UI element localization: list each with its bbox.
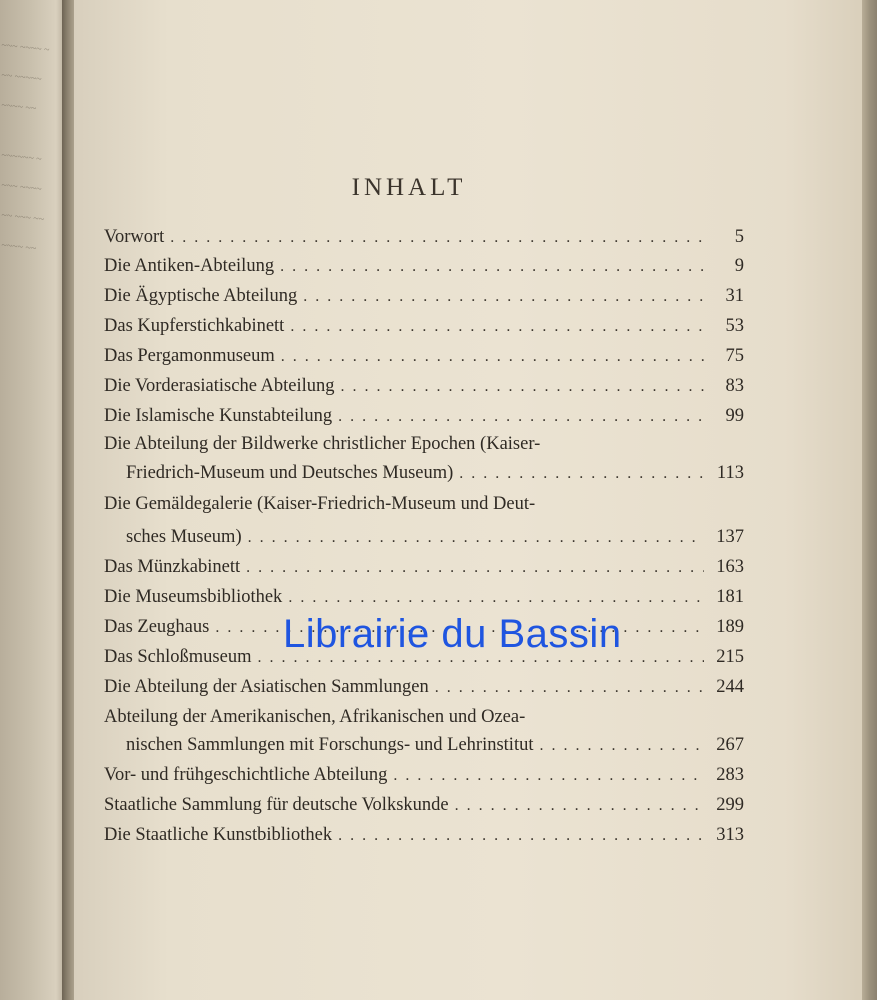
toc-entry-title: Die Ägyptische Abteilung — [104, 286, 298, 306]
toc-entry-title: Das Münzkabinett — [104, 557, 241, 577]
toc-entry-page: 75 — [725, 346, 744, 366]
leader-dots — [393, 767, 704, 785]
toc-entry-title: Die Antiken-Abteilung — [104, 256, 275, 276]
leader-dots — [246, 559, 704, 577]
leader-dots — [459, 465, 704, 483]
leader-dots — [280, 258, 704, 276]
toc-entry-page: 244 — [716, 677, 744, 697]
right-page-edge — [862, 0, 877, 1000]
toc-entry — [104, 434, 744, 460]
toc-entry — [104, 286, 744, 312]
toc-entry — [104, 346, 744, 372]
toc-entry — [104, 765, 744, 791]
bleed-through-text: ~~~~ ~~ — [0, 240, 37, 255]
toc-entry-title: Das Kupferstichkabinett — [104, 316, 285, 336]
toc-entry-page: 5 — [734, 227, 744, 247]
toc-entry-page: 83 — [725, 376, 744, 396]
toc-entry — [104, 406, 744, 432]
toc-entry — [104, 587, 744, 613]
toc-entry — [104, 227, 744, 253]
toc-entry — [104, 795, 744, 821]
toc-entry-title: Das Zeughaus — [104, 617, 210, 637]
toc-entry-page: 189 — [716, 617, 744, 637]
toc-entry-page: 267 — [716, 735, 744, 755]
toc-entry-title: Die Museumsbibliothek — [104, 587, 283, 607]
page-title: INHALT — [351, 174, 467, 201]
bleed-through-text: ~~~~~~ ~ — [0, 150, 43, 166]
leader-dots — [248, 529, 704, 547]
toc-entry-title: Die Abteilung der Bildwerke christlicher Epochen (Kaiser- — [104, 434, 541, 454]
toc-entry-page: 31 — [725, 286, 744, 306]
leader-dots — [455, 797, 704, 815]
leader-dots — [303, 288, 704, 306]
bleed-through-text: ~~~ ~~~~ — [0, 180, 43, 196]
toc-entry-page: 163 — [716, 557, 744, 577]
toc-entry — [104, 256, 744, 282]
toc-entry — [104, 677, 744, 703]
toc-entry-title: Die Islamische Kunstabteilung — [104, 406, 333, 426]
leader-dots — [338, 408, 704, 426]
toc-entry-title-continued: sches Museum) — [126, 527, 242, 547]
leader-dots — [288, 589, 704, 607]
toc-entry-title: Die Gemäldegalerie (Kaiser-Friedrich-Museum und Deut- — [104, 494, 536, 514]
toc-entry-title-continued: nischen Sammlungen mit Forschungs- und Lehrinstitut — [126, 735, 534, 755]
toc-entry-page: 53 — [725, 316, 744, 336]
toc-entry-page: 299 — [716, 795, 744, 815]
left-page-edge — [0, 0, 66, 1000]
toc-entry-title-continued: Friedrich-Museum und Deutsches Museum) — [126, 463, 454, 483]
toc-entry-page: 215 — [716, 647, 744, 667]
toc-entry-page: 113 — [716, 463, 744, 483]
toc-entry — [104, 494, 744, 520]
toc-entry-title: Vor- und frühgeschichtliche Abteilung — [104, 765, 388, 785]
bleed-through-text: ~~~~ ~~ — [0, 100, 37, 115]
leader-dots — [290, 318, 704, 336]
toc-entry-continuation — [104, 463, 744, 489]
leader-dots — [338, 827, 704, 845]
toc-entry-title: Die Abteilung der Asiatischen Sammlungen — [104, 677, 429, 697]
toc-entry-title: Vorwort — [104, 227, 165, 247]
toc-entry-continuation — [104, 527, 744, 553]
toc-entry-continuation — [104, 735, 744, 761]
toc-entry-title: Das Schloßmuseum — [104, 647, 252, 667]
toc-entry — [104, 376, 744, 402]
leader-dots — [281, 348, 704, 366]
toc-entry — [104, 825, 744, 851]
toc-entry-title: Abteilung der Amerikanischen, Afrikanischen und Ozea- — [104, 707, 526, 727]
bleed-through-text: ~~~ ~~~~ ~ — [0, 40, 51, 56]
leader-dots — [341, 378, 704, 396]
toc-entry — [104, 707, 744, 733]
bleed-through-text: ~~ ~~~~~ — [0, 70, 43, 86]
toc-entry — [104, 557, 744, 583]
toc-entry-title: Die Staatliche Kunstbibliothek — [104, 825, 333, 845]
toc-entry-title: Staatliche Sammlung für deutsche Volkskunde — [104, 795, 449, 815]
toc-entry-page: 137 — [716, 527, 744, 547]
toc-entry-page: 283 — [716, 765, 744, 785]
toc-entry-page: 99 — [725, 406, 744, 426]
toc-entry-page: 181 — [716, 587, 744, 607]
leader-dots — [539, 737, 704, 755]
bleed-through-text: ~~ ~~~ ~~ — [0, 210, 45, 226]
toc-entry-page: 313 — [716, 825, 744, 845]
watermark-text: Librairie du Bassin — [283, 612, 622, 656]
toc-entry-page: 9 — [734, 256, 744, 276]
leader-dots — [435, 679, 704, 697]
toc-entry — [104, 316, 744, 342]
toc-entry-title: Die Vorderasiatische Abteilung — [104, 376, 335, 396]
toc-entry-title: Das Pergamonmuseum — [104, 346, 275, 366]
leader-dots — [170, 229, 704, 247]
